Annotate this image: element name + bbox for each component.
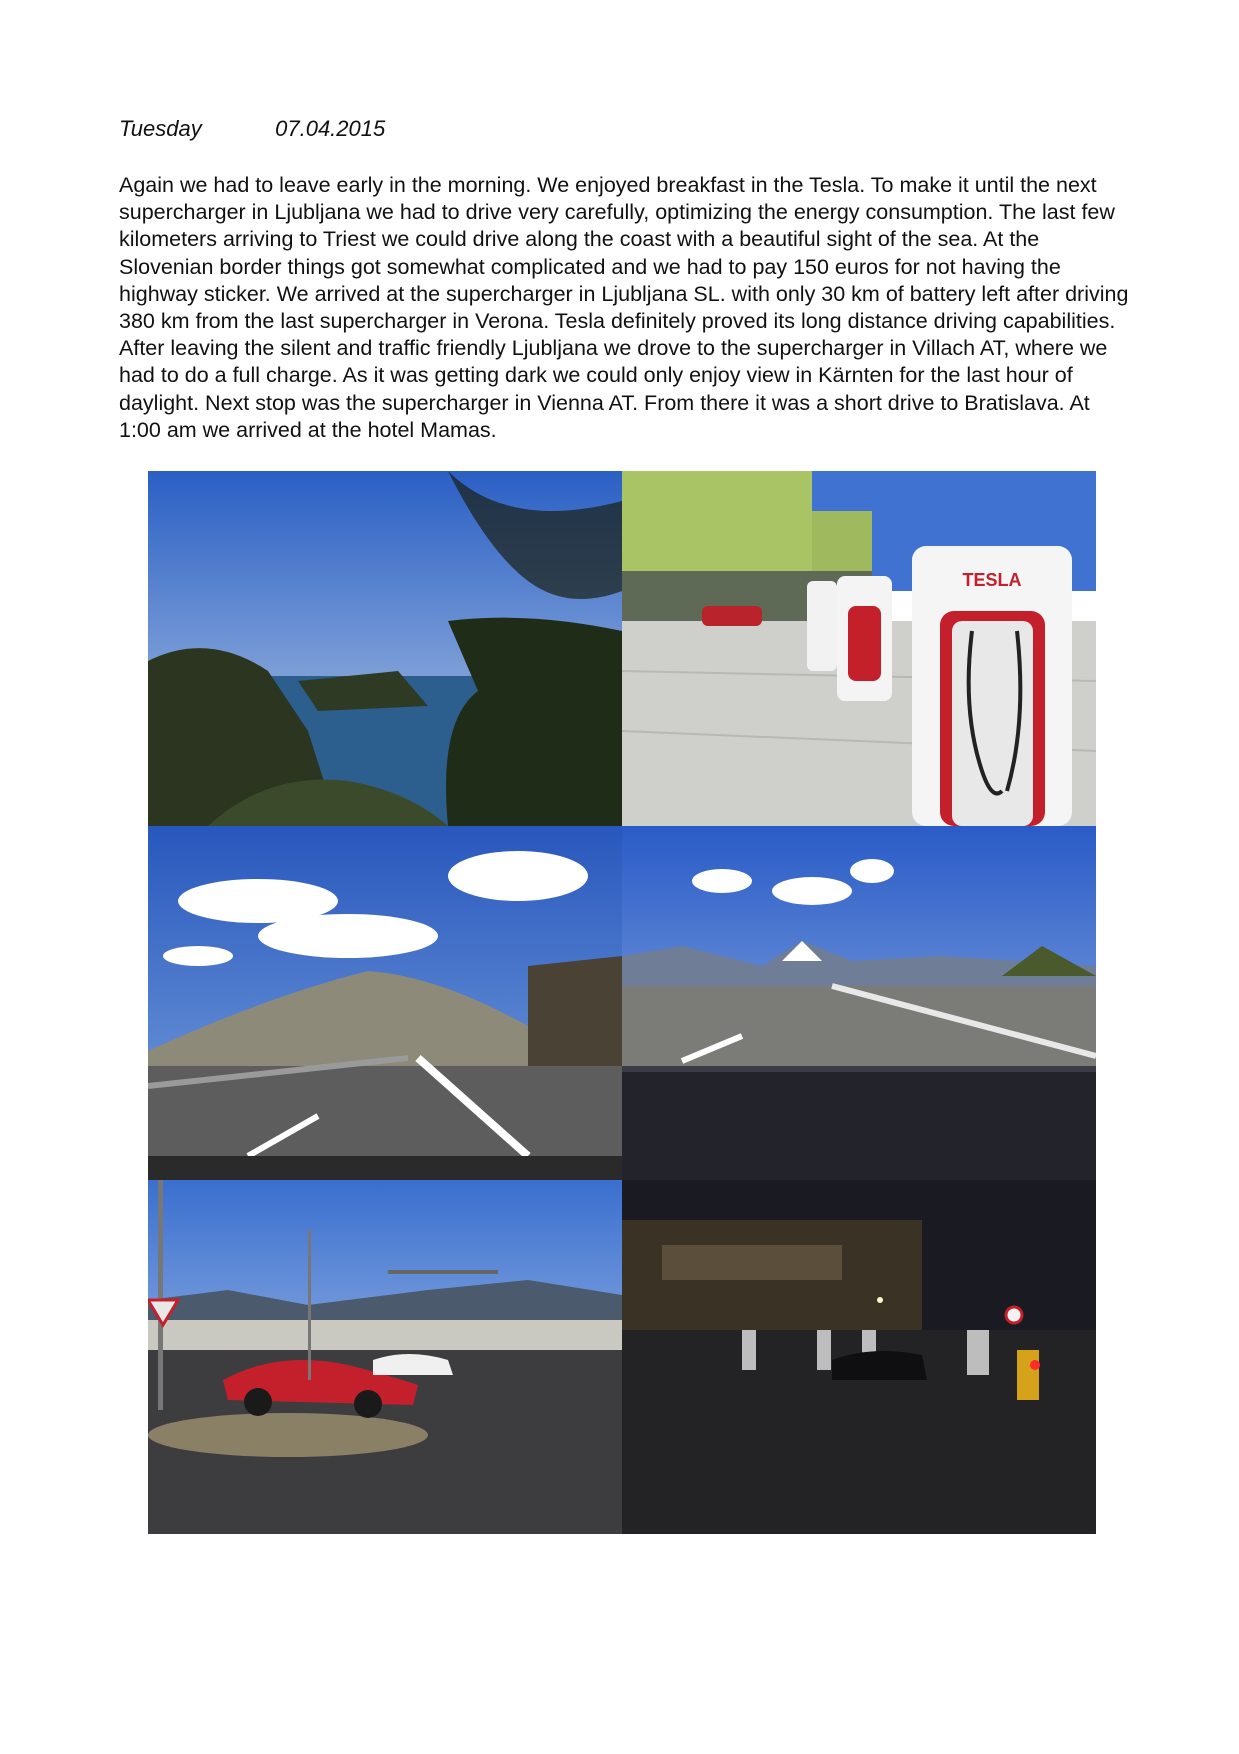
- photo-highway-alps: [622, 826, 1096, 1180]
- photo-coast-view: [148, 471, 622, 826]
- entry-body-text: Again we had to leave early in the morning. We enjoyed breakfast in the Tesla. To make it until the next supercharger in Ljubljana we had to drive very carefully, optimizing the energy consumption. The last few kilometers arriving to Triest we could drive along the coast with a beautiful sight of the sea. At the Slovenian border things got somewhat complicated and we had to pay 150 euros for not having the highway sticker. We arrived at the supercharger in Ljubljana SL. with only 30 km of battery left after driving 380 km from the last supercharger in Verona. Tesla definitely proved its long distance driving capabilities. After leaving the silent and traffic friendly Ljubljana we drove to the supercharger in Villach AT, where we had to do a full charge. As it was getting dark we could only enjoy view in Kärnten for the last hour of daylight. Next stop was the supercharger in Vienna AT. From there it was a short drive to Bratislava. At 1:00 am we arrived at the hotel Mamas.: [119, 173, 1129, 442]
- tesla-logo-text: TESLA: [962, 570, 1022, 590]
- photo-collage: [148, 471, 1096, 1534]
- entry-date: 07.04.2015: [275, 116, 386, 141]
- photo-supercharger-station: [622, 471, 1096, 826]
- photo-red-tesla-parking: [148, 1180, 622, 1534]
- photo-mountain-road: [148, 826, 622, 1180]
- entry-header: [119, 116, 385, 142]
- photo-night-supercharger: [622, 1180, 1096, 1534]
- entry-day: Tuesday: [119, 116, 202, 141]
